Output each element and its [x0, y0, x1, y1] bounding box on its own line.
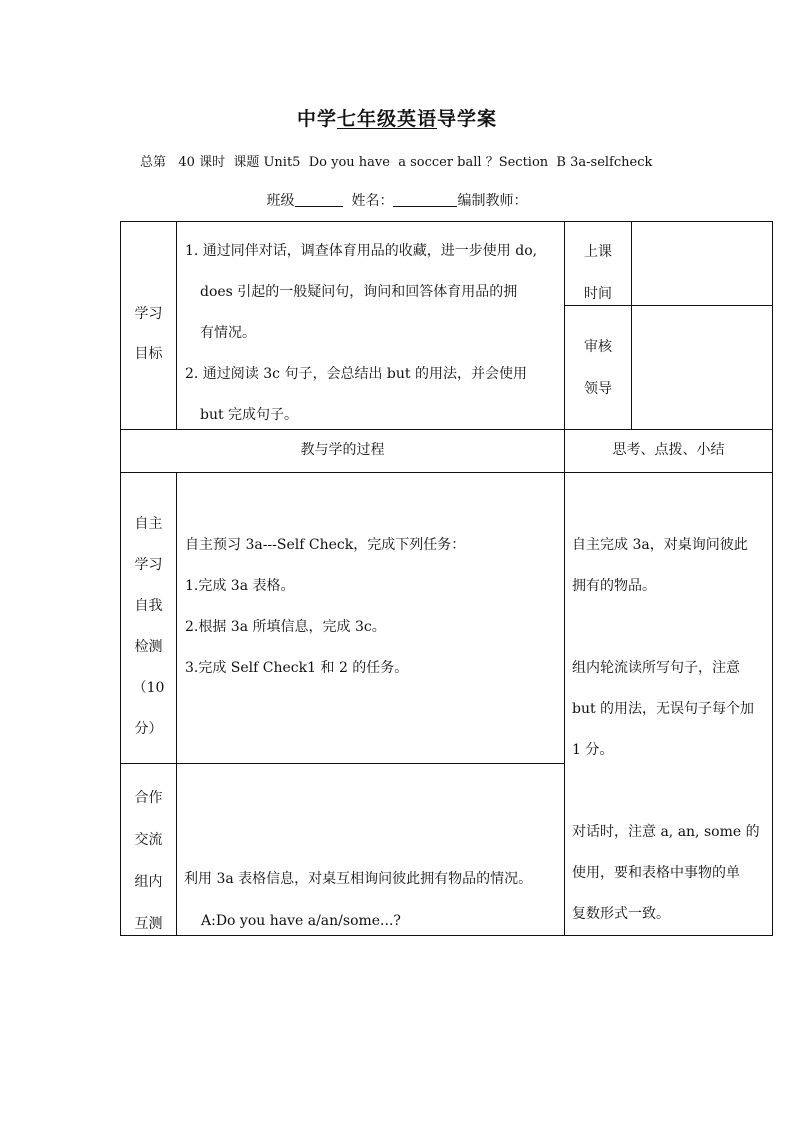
reviewer-label: 审核 领导	[584, 339, 612, 397]
class-info-line	[0, 190, 794, 210]
task-item: 3.完成 Self Check1 和 2 的任务。	[185, 660, 409, 676]
class-label: 班级	[266, 193, 295, 209]
reflect-header: 思考、点拨、小结	[612, 442, 725, 458]
note-3-line1: 对话时，注意 a, an, some 的	[572, 824, 760, 840]
self-study-content	[185, 525, 560, 689]
page-title	[0, 104, 794, 131]
process-header: 教与学的过程	[300, 442, 385, 458]
objective-2-line1: 2. 通过阅读 3c 句子，会总结出 but 的用法，并会使用	[185, 366, 527, 382]
objective-1-line2: does 引起的一般疑问句，询问和回答体育用品的拥	[200, 284, 518, 300]
teacher-label: 编制教师：	[457, 193, 528, 209]
self-study-label: 自主 学习 自我 检测 （10 分）	[132, 516, 165, 737]
note-2-line2: but 的用法，无误句子每个加	[572, 701, 755, 717]
class-time-value[interactable]	[632, 222, 772, 305]
coop-text: 利用 3a 表格信息，对桌互相询问彼此拥有物品的情况。	[184, 871, 533, 887]
lesson-subtitle: 总第 40 课时 课题 Unit5 Do you have a soccer ball ？Section B 3a-selfcheck	[140, 155, 653, 170]
name-label: 姓名：	[342, 193, 394, 209]
note-1-line1: 自主完成 3a，对桌询问彼此	[572, 537, 748, 553]
task-item: 2.根据 3a 所填信息，完成 3c。	[185, 619, 386, 635]
objectives-content	[185, 231, 565, 436]
note-1-line2: 拥有的物品。	[572, 578, 656, 594]
task-item: 1.完成 3a 表格。	[185, 578, 295, 594]
title-suffix: 导学案	[437, 108, 498, 130]
note-3-line2: 使用，要和表格中事物的单	[572, 865, 740, 881]
coop-label: 合作 交流 组内 互测	[134, 790, 163, 932]
objective-1-line1: 1. 通过同伴对话，调查体育用品的收藏，进一步使用 do,	[185, 243, 538, 259]
class-time-label: 上课 时间	[584, 244, 612, 302]
notes-content	[572, 525, 770, 935]
name-blank[interactable]	[393, 192, 457, 207]
objectives-label: 学习 目标	[134, 306, 163, 362]
title-prefix: 中学	[296, 108, 337, 130]
title-grade-subject: 七年级英语	[336, 108, 437, 130]
objective-1-line3: 有情况。	[200, 325, 256, 341]
class-blank[interactable]	[295, 192, 343, 207]
reviewer-value[interactable]	[632, 306, 772, 429]
note-2-line1: 组内轮流读所写句子，注意	[572, 660, 740, 676]
coop-content	[184, 858, 564, 942]
note-2-line3: 1 分。	[572, 742, 614, 758]
objective-2-line2: but 完成句子。	[200, 407, 299, 423]
coop-dialog: A:Do you have a/an/some...?	[201, 913, 401, 929]
note-3-line3: 复数形式一致。	[572, 906, 670, 922]
self-study-intro: 自主预习 3a---Self Check，完成下列任务：	[185, 537, 466, 553]
